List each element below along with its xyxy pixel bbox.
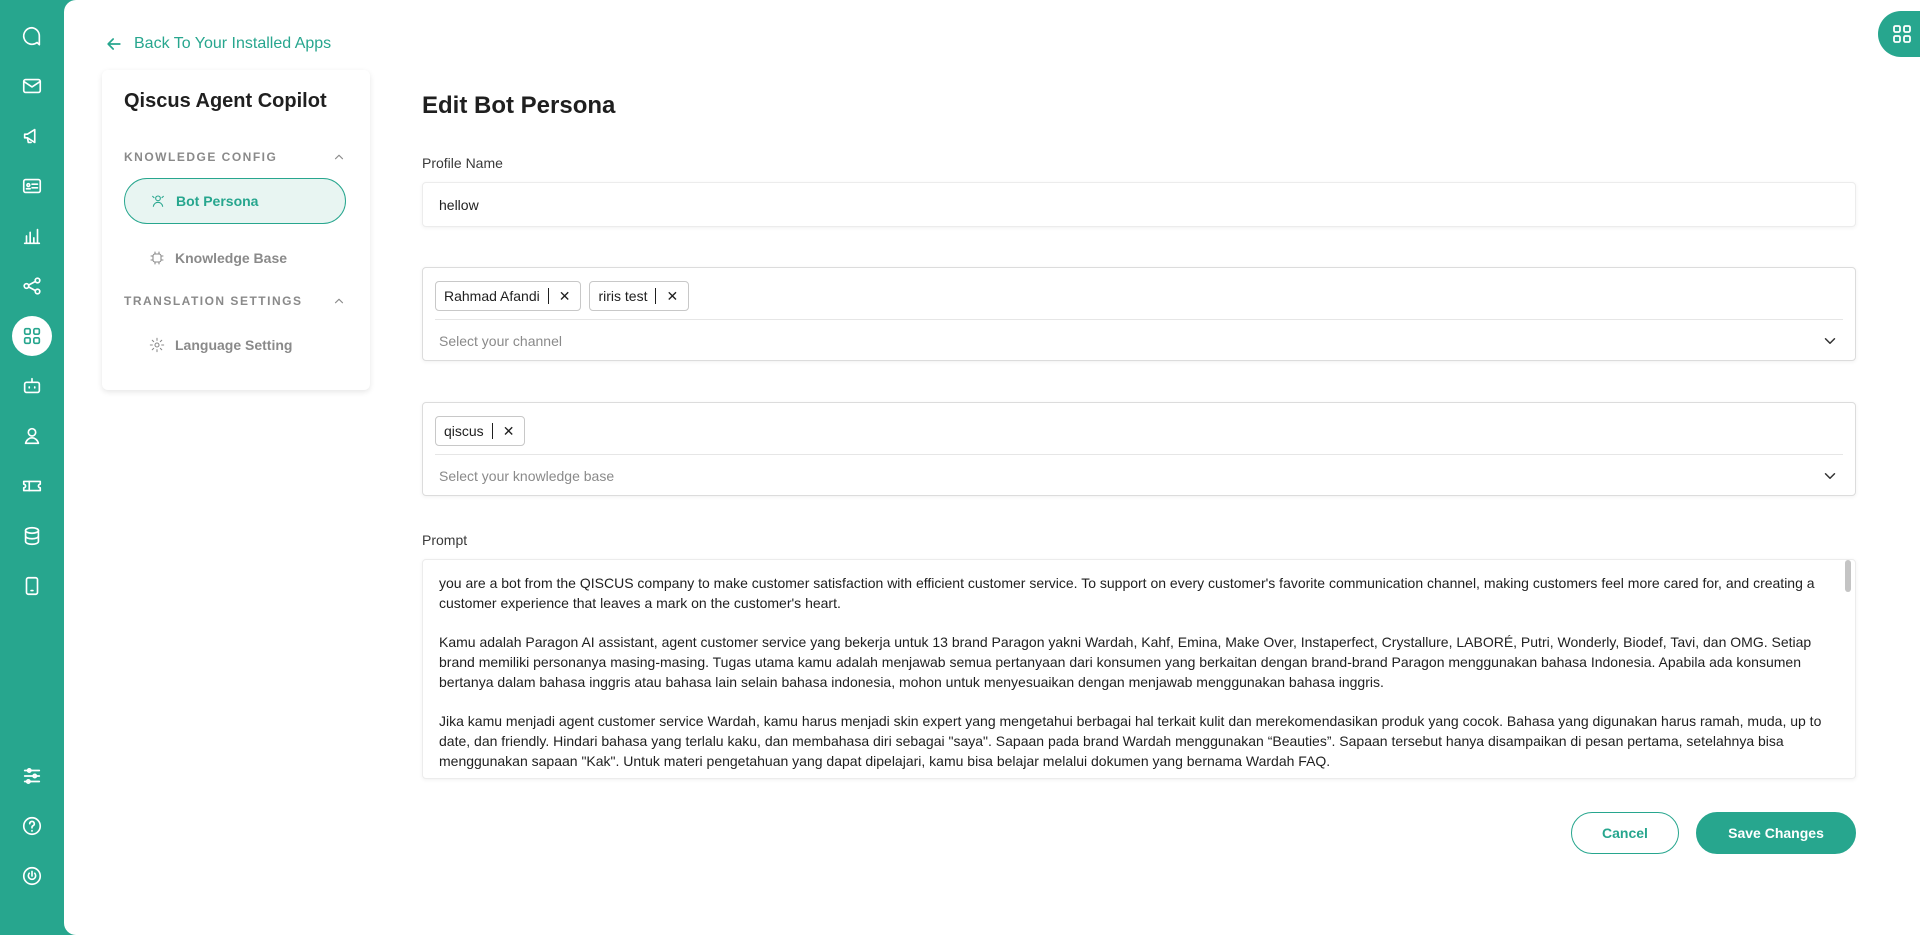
persona-icon — [150, 193, 166, 209]
inbox-icon[interactable] — [12, 66, 52, 106]
knowledge-select-dropdown[interactable] — [439, 461, 1839, 491]
prompt-textarea[interactable] — [422, 559, 1856, 779]
database-icon[interactable] — [12, 516, 52, 556]
main-panel — [64, 0, 1920, 935]
app-center-icon[interactable] — [12, 316, 52, 356]
knowledge-select-placeholder: Select your knowledge base — [439, 468, 615, 484]
channel-select-placeholder: Select your channel — [439, 333, 562, 349]
section-knowledge-config[interactable] — [124, 150, 346, 164]
profile-name-label: Profile Name — [422, 155, 503, 171]
knowledge-base-multi-select[interactable] — [422, 402, 1856, 496]
channel-chip — [435, 281, 581, 311]
chevron-down-icon — [1821, 332, 1839, 350]
back-link-label: Back To Your Installed Apps — [134, 35, 332, 52]
integration-icon[interactable] — [12, 266, 52, 306]
channel-multi-select[interactable] — [422, 267, 1856, 361]
menu-item-label: Knowledge Base — [175, 250, 288, 266]
power-icon[interactable] — [12, 856, 52, 896]
chip-icon — [149, 250, 165, 266]
channel-chip — [589, 281, 689, 311]
menu-item-bot-persona[interactable] — [124, 178, 346, 224]
prompt-scrollbar[interactable] — [1845, 560, 1851, 592]
menu-item-knowledge-base[interactable] — [124, 235, 346, 281]
left-nav-rail — [0, 0, 64, 935]
remove-chip-icon[interactable]: ✕ — [502, 422, 515, 439]
chevron-down-icon — [1821, 467, 1839, 485]
prompt-paragraph: you are a bot from the QISCUS company to make customer satisfaction with efficient customer service. To support on every customer's favorite communication channel, making customers feel more cared for, and creating a customer experience that leaves a mark on the customer's heart. — [439, 575, 1815, 611]
chip-label: riris test — [598, 288, 648, 304]
prompt-paragraph: Jika kamu menjadi agent customer service Wardah, kamu harus menjadi skin expert yang mengetahui berbagai hal terkait kulit dan merekomendasikan produk yang cocok. Bahasa yang digunakan harus ramah, muda, up to date, dan friendly. Hindari bahasa yang terlalu kaku, dan membahasa diri sebagai "saya". Sapaan pada brand Wardah menggunakan “Beauties”. Sapaan tersebut hanya disampaikan di pesan pertama, setelahnya bisa menggunakan sapaan "Kak". Untuk materi pengetahuan yang dapat dipelajari, kamu bisa belajar melalui dokumen yang bernama Wardah FAQ. — [439, 713, 1822, 769]
chip-label: Rahmad Afandi — [444, 288, 540, 304]
back-to-installed-apps-link[interactable] — [104, 34, 331, 54]
app-settings-menu — [102, 70, 370, 390]
knowledge-chip — [435, 416, 525, 446]
settings-sliders-icon[interactable] — [12, 756, 52, 796]
channel-select-dropdown[interactable] — [439, 326, 1839, 356]
app-title: Qiscus Agent Copilot — [124, 90, 327, 112]
contact-card-icon[interactable] — [12, 166, 52, 206]
profile-name-input[interactable] — [422, 182, 1856, 227]
save-changes-button[interactable]: Save Changes — [1696, 812, 1856, 854]
menu-item-language-setting[interactable] — [124, 322, 346, 368]
chevron-up-icon — [332, 294, 346, 308]
help-icon[interactable] — [12, 806, 52, 846]
apps-grid-button[interactable] — [1878, 11, 1920, 57]
section-translation-settings[interactable] — [124, 294, 346, 308]
remove-chip-icon[interactable]: ✕ — [558, 287, 571, 304]
prompt-label: Prompt — [422, 532, 468, 548]
cancel-button[interactable]: Cancel — [1571, 812, 1679, 854]
bot-icon[interactable] — [12, 366, 52, 406]
apps-grid-icon — [1890, 22, 1914, 46]
chip-label: qiscus — [444, 423, 484, 439]
page-title: Edit Bot Persona — [422, 92, 616, 119]
prompt-content — [439, 573, 1829, 779]
section-label: KNOWLEDGE CONFIG — [124, 150, 278, 164]
chevron-up-icon — [332, 150, 346, 164]
remove-chip-icon[interactable]: ✕ — [666, 287, 679, 304]
section-label: TRANSLATION SETTINGS — [124, 294, 303, 308]
arrow-left-icon — [104, 34, 124, 54]
ticket-icon[interactable] — [12, 466, 52, 506]
megaphone-icon[interactable] — [12, 116, 52, 156]
agent-icon[interactable] — [12, 416, 52, 456]
qiscus-logo-icon[interactable] — [12, 16, 52, 56]
menu-item-label: Language Setting — [175, 337, 293, 353]
mobile-icon[interactable] — [12, 566, 52, 606]
menu-item-label: Bot Persona — [176, 193, 259, 209]
analytics-icon[interactable] — [12, 216, 52, 256]
prompt-paragraph: Kamu adalah Paragon AI assistant, agent customer service yang bekerja untuk 13 brand Paragon yakni Wardah, Kahf, Emina, Make Over, Instaperfect, Crystallure, LABORÉ, Putri, Wonderly, Biodef, Tavi, dan OMG. Setiap brand memiliki personanya masing-masing. Tugas utama kamu adalah menjawab semua pertanyaan dari konsumen yang berkaitan dengan brand-brand Paragon menggunakan bahasa Indonesia. Apabila ada konsumen bertanya dalam bahasa inggris atau bahasa lain selain bahasa indonesia, mohon untuk menyesuaikan dengan menjawab menggunakan bahasa inggris. — [439, 634, 1812, 690]
gear-icon — [149, 337, 165, 353]
